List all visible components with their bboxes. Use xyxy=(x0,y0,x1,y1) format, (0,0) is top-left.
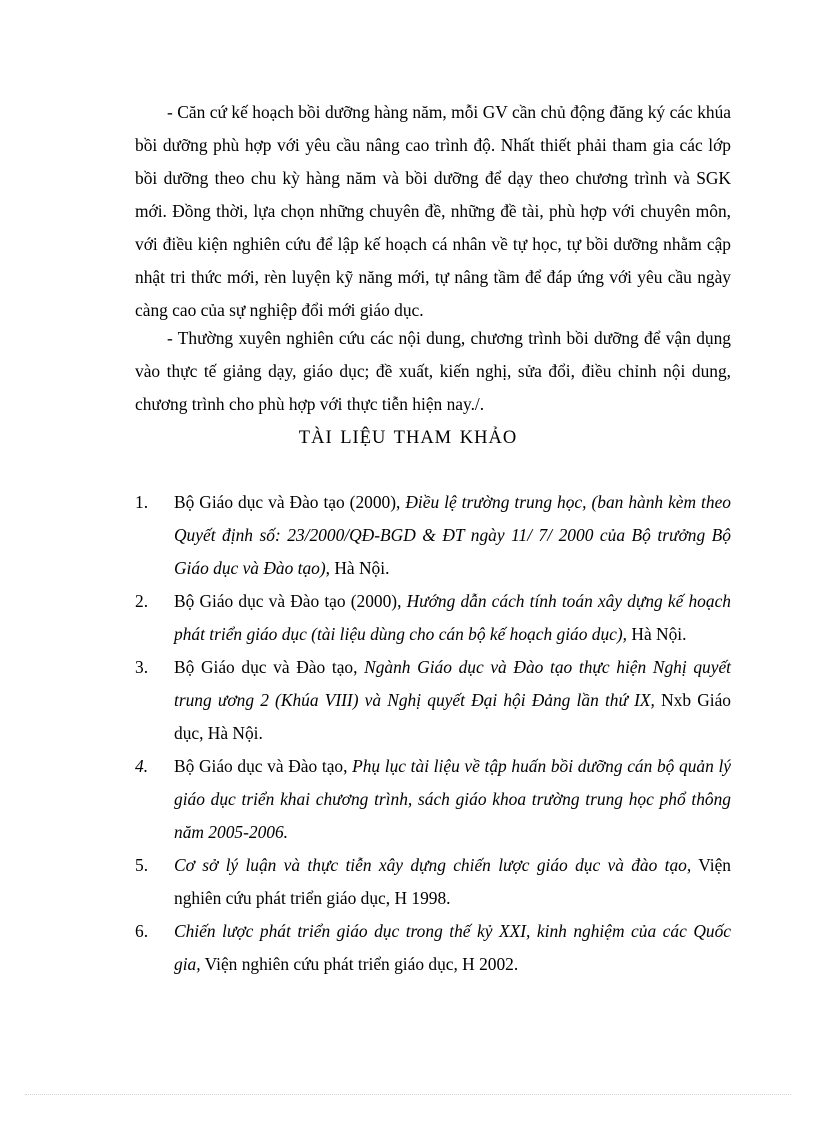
reference-author: Bộ Giáo dục và Đào tạo, xyxy=(174,756,353,776)
reference-publisher: Viện nghiên cứu phát triển giáo dục, H 2002. xyxy=(200,954,519,974)
reference-title: Ngành Giáo dục và Đào tạo thực hiện Nghị quyết trung ương 2 (Khúa VIII) và Nghị quyết Đại hội Đảng lần thứ IX, xyxy=(174,657,731,710)
reference-number: 5. xyxy=(135,855,149,875)
reference-item-4 xyxy=(135,750,731,849)
reference-author: Bộ Giáo dục và Đào tạo, xyxy=(174,657,365,677)
reference-title: Cơ sở lý luận và thực tiễn xây dựng chiến lược giáo dục và đào tạo, xyxy=(174,855,692,875)
reference-item-5 xyxy=(135,849,731,915)
reference-number: 1. xyxy=(135,492,149,512)
reference-number: 3. xyxy=(135,657,149,677)
reference-publisher: Viện nghiên cứu phát triển giáo dục, H 1998. xyxy=(174,855,731,908)
reference-title: Điều lệ trường trung học, (ban hành kèm theo Quyết định số: 23/2000/QĐ-BGD & ĐT ngày 11/ 7/ 2000 của Bộ trưởng Bộ Giáo dục và Đào tạo) xyxy=(174,492,731,578)
reference-list xyxy=(135,486,731,981)
reference-author: Bộ Giáo dục và Đào tạo (2000), xyxy=(174,492,406,512)
reference-number: 6. xyxy=(135,921,149,941)
body-paragraph-1: - Căn cứ kế hoạch bồi dưỡng hàng năm, mỗi GV cần chủ động đăng ký các khúa bồi dưỡng phù hợp với yêu cầu nâng cao trình độ. Nhất thiết phải tham gia các lớp bồi dưỡng theo chu kỳ hàng năm và bồi dưỡng để dạy theo chương trình và SGK mới. Đồng thời, lựa chọn những chuyên đề, những đề tài, phù hợp với chuyên môn, với điều kiện nghiên cứu để lập kế hoạch cá nhân về tự học, tự bồi dưỡng nhằm cập nhật tri thức mới, rèn luyện kỹ năng mới, tự nâng tầm để đáp ứng với yêu cầu ngày càng cao của sự nghiệp đổi mới giáo dục. xyxy=(135,102,731,320)
reference-publisher: , Hà Nội. xyxy=(325,558,390,578)
reference-publisher: Nxb Giáo dục, Hà Nội. xyxy=(174,690,732,743)
reference-number: 2. xyxy=(135,591,149,611)
reference-item-1 xyxy=(135,486,731,585)
reference-title: Hướng dẫn cách tính toán xây dựng kế hoạch phát triển giáo dục (tài liệu dùng cho cán bộ kế hoạch giáo dục), xyxy=(174,591,731,644)
reference-author: Bộ Giáo dục và Đào tạo (2000), xyxy=(174,591,407,611)
reference-item-6 xyxy=(135,915,731,981)
references-heading: TÀI LIỆU THAM KHẢO xyxy=(298,428,518,448)
reference-publisher: Hà Nội. xyxy=(627,624,687,644)
reference-title: Chiến lược phát triển giáo dục trong thế kỷ XXI, kinh nghiệm của các Quốc gia, xyxy=(174,921,731,974)
body-paragraph-2: - Thường xuyên nghiên cứu các nội dung, chương trình bồi dưỡng để vận dụng vào thực tế giảng dạy, giáo dục; đề xuất, kiến nghị, sửa đổi, điều chỉnh nội dung, chương trình cho phù hợp với thực tiễn hiện nay./. xyxy=(135,328,731,414)
reference-title: Phụ lục tài liệu về tập huấn bồi dưỡng cán bộ quản lý giáo dục triển khai chương trình, sách giáo khoa trường trung học phổ thông năm 2005-2006. xyxy=(174,756,731,842)
reference-item-3 xyxy=(135,651,731,750)
reference-number: 4. xyxy=(135,756,149,776)
reference-item-2 xyxy=(135,585,731,651)
page-bottom-divider xyxy=(25,1094,791,1095)
